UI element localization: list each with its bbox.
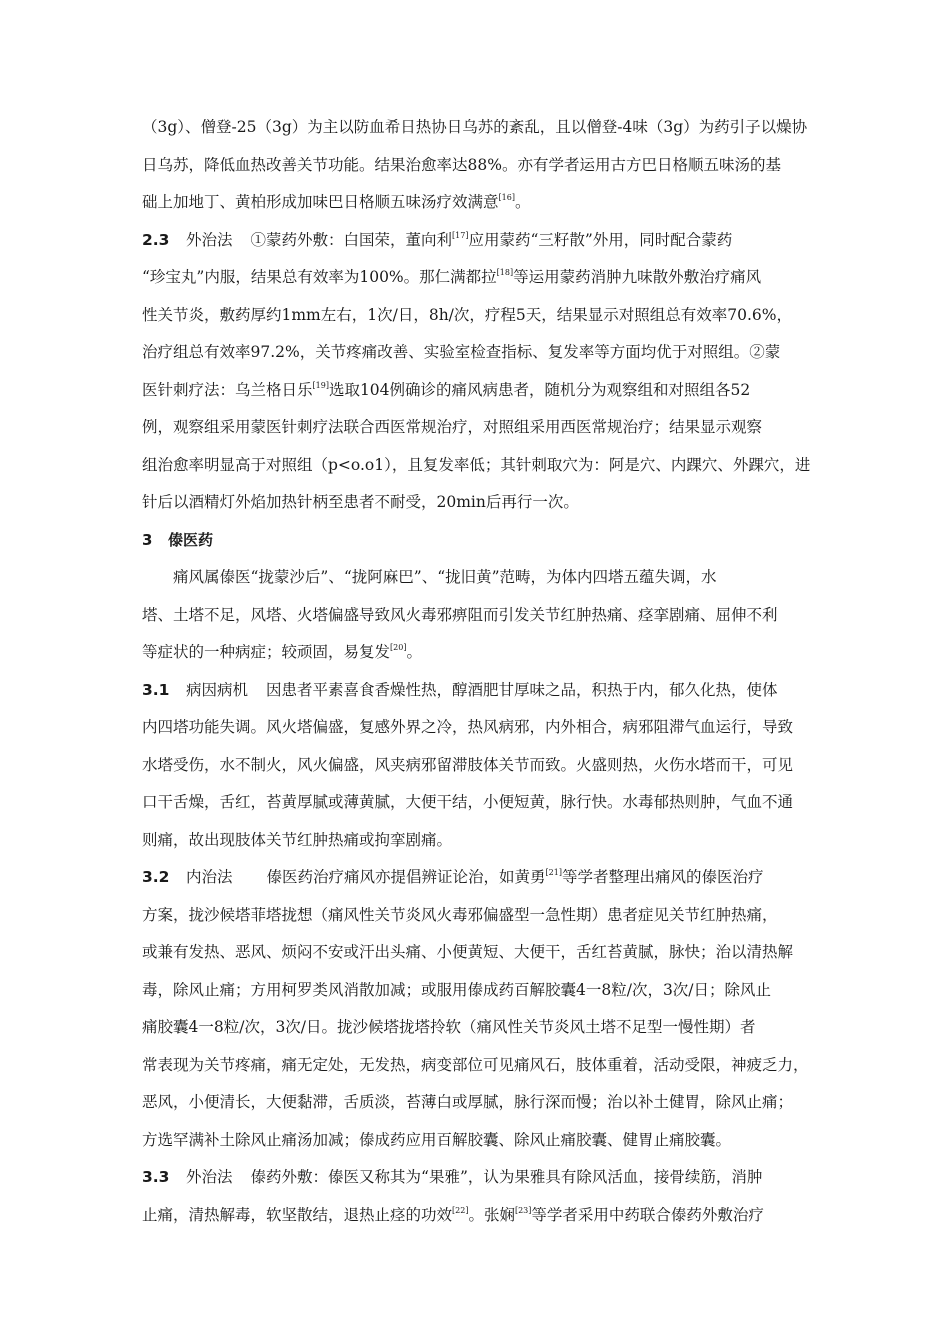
citation: [23]: [514, 1205, 532, 1215]
paragraph-line: 或兼有发热、恶风、烦闷不安或汗出头痛、小便黄短、大便干，舌红苔黄腻，脉快；治以清热解: [142, 943, 794, 961]
paragraph-line: （3g）、僧登-25（3g）为主以防血希日热协日乌苏的紊乱，且以僧登-4味（3g）为药引子以燥协: [142, 118, 808, 136]
section-title: 傣医药: [168, 530, 214, 549]
text: 等症状的一种病症；较顽固，易复发: [142, 643, 391, 661]
section-number: 3.1: [142, 680, 170, 699]
text: 医针刺疗法：乌兰格日乐: [142, 380, 313, 399]
section-3-heading: [142, 522, 812, 560]
text: 应用蒙药“三籽散”外用，同时配合蒙药: [468, 230, 733, 249]
text: 。张娴: [468, 1205, 515, 1224]
section-title: 外治法: [186, 1168, 233, 1186]
paragraph-line: 则痛，故出现肢体关节红肿热痛或拘挛剧痛。: [142, 830, 453, 849]
section-title: 外治法: [186, 230, 233, 249]
citation: [18]: [496, 268, 514, 277]
paragraph-line: 口干舌燥，舌红，苔黄厚腻或薄黄腻，大便干结，小便短黄，脉行快。水毒郁热则肿，气血不通: [142, 793, 794, 811]
paragraph-line: 例，观察组采用蒙医针刺疗法联合西医常规治疗，对照组采用西医常规治疗；结果显示观察: [142, 418, 763, 436]
text: 等学者采用中药联合傣药外敷治疗: [531, 1205, 764, 1224]
section-3-2-line: [142, 859, 812, 897]
paragraph-line: 针后以酒精灯外焰加热针柄至患者不耐受，20min后再行一次。: [142, 493, 579, 511]
paragraph-line: 水塔受伤，水不制火，风火偏盛，风夹病邪留滞肢体关节而致。火盛则热，火伤水塔而干，可见: [142, 755, 794, 774]
paragraph-line: 痛风属傣医“拢蒙沙后”、“拢阿麻巴”、“拢旧黄”范畴，为体内四塔五蕴失调，水: [173, 568, 717, 586]
section-number: 3.2: [142, 868, 170, 886]
paragraph-line: 性关节炎，敷药厚约1mm左右，1次/日，8h/次，疗程5天，结果显示对照组总有效率70.6%，: [142, 305, 793, 324]
section-number: 3: [142, 530, 153, 549]
paragraph-line: 方案，拢沙候塔菲塔拢想（痛风性关节炎风火毒邪偏盛型一急性期）患者症见关节红肿热痛，: [142, 905, 778, 924]
document-page: [142, 109, 812, 1234]
citation: [17]: [452, 230, 469, 240]
text: ①蒙药外敷：白国荣，董向利: [250, 230, 453, 249]
paragraph-line: 常表现为关节疼痛，痛无定处，无发热，病变部位可见痛风石，肢体重着，活动受限，神疲乏力，: [142, 1055, 809, 1074]
text: 础上加地丁、黄柏形成加味巴日格顺五味汤疗效满意: [142, 193, 499, 211]
paragraph-line: [142, 372, 812, 410]
paragraph-line: 治疗组总有效率97.2%，关节疼痛改善、实验室检查指标、复发率等方面均优于对照组。②蒙: [142, 343, 781, 361]
text: 因患者平素喜食香燥性热，醇酒肥甘厚味之品，积热于内，郁久化热，使体: [266, 680, 778, 699]
text: 等运用蒙药消肿九味散外敷治疗痛风: [513, 268, 762, 286]
paragraph-line: 等症状的一种病症；较顽固，易复发[20]。: [142, 643, 422, 661]
section-title: 内治法: [186, 868, 233, 886]
text: 傣药外敷：傣医又称其为“果雅”，认为果雅具有除风活血，接骨续筋，消肿: [250, 1168, 763, 1186]
paragraph-line: 痛胶囊4一8粒/次，3次/日。拢沙候塔拢塔拎软（痛风性关节炎风土塔不足型一慢性期）者: [142, 1018, 756, 1036]
citation: [16]: [498, 193, 515, 202]
section-number: 3.3: [142, 1168, 170, 1186]
paragraph-line: 毒，除风止痛；方用柯罗类风消散加减；或服用傣成药百解胶囊4一8粒/次，3次/日；除风止: [142, 980, 772, 999]
citation: [22]: [452, 1205, 469, 1215]
section-number: 2.3: [142, 230, 170, 249]
paragraph-line: 础上加地丁、黄柏形成加味巴日格顺五味汤疗效满意[16]。: [142, 193, 531, 211]
text: 选取104例确诊的痛风病患者，随机分为观察组和对照组各52: [328, 380, 751, 399]
text: “珍宝丸”内服，结果总有效率为100%。那仁满都拉: [142, 268, 497, 286]
paragraph-line: 方选罕满补土除风止痛汤加减；傣成药应用百解胶囊、除风止痛胶囊、健胃止痛胶囊。: [142, 1130, 732, 1149]
text: 傣医药治疗痛风亦提倡辨证论治，如黄勇: [266, 868, 546, 886]
citation: [21]: [545, 868, 562, 877]
paragraph-line: 内四塔功能失调。风火塔偏盛，复感外界之冷，热风病邪，内外相合，病邪阻滞气血运行，导致: [142, 718, 794, 736]
section-title: 病因病机: [186, 680, 249, 699]
paragraph-line: 恶风，小便清长，大便黏滞，舌质淡，苔薄白或厚腻，脉行深而慢；治以补土健胃，除风止痛；: [142, 1093, 794, 1111]
text: 等学者整理出痛风的傣医治疗: [561, 868, 764, 886]
paragraph-line: [142, 259, 812, 297]
citation: [20]: [390, 643, 407, 652]
paragraph-line: 组治愈率明显高于对照组（p<o.o1），且复发率低；其针刺取穴为：阿是穴、内踝穴、外踝穴，进: [142, 455, 811, 474]
section-3-3-line: [142, 1159, 812, 1197]
paragraph-line: 塔、土塔不足，风塔、火塔偏盛导致风火毒邪痹阻而引发关节红肿热痛、痉挛剧痛、屈伸不利: [142, 605, 778, 624]
paragraph-line: [142, 1197, 812, 1235]
section-2-3-line: [142, 222, 812, 260]
paragraph-line: 日乌苏，降低血热改善关节功能。结果治愈率达88%。亦有学者运用古方巴日格顺五味汤的基: [142, 155, 781, 174]
section-3-1-line: [142, 672, 812, 710]
citation: [19]: [312, 380, 329, 390]
text: 止痛，清热解毒，软坚散结，退热止痉的功效: [142, 1205, 453, 1224]
